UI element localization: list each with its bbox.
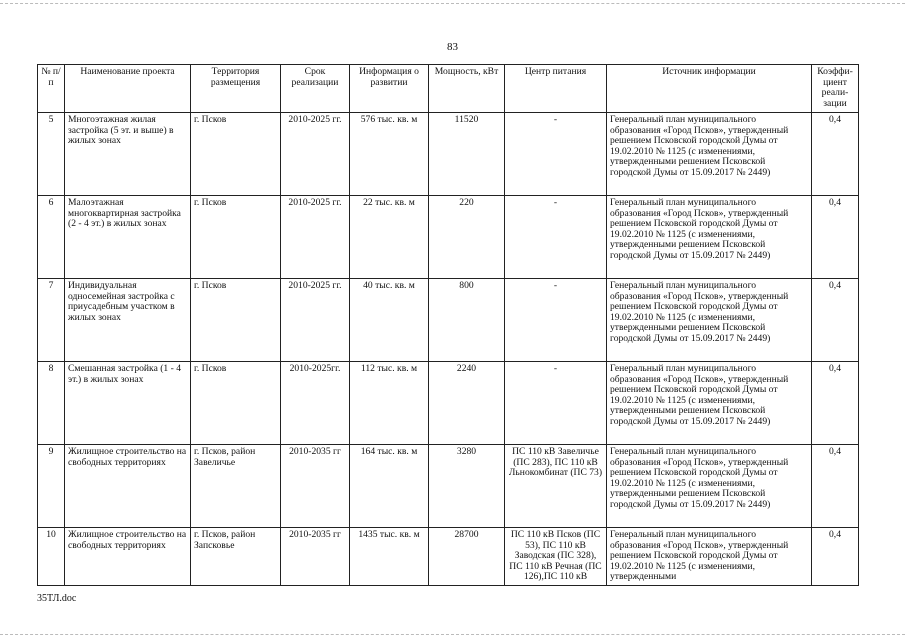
cell-power: 220 [429, 196, 505, 279]
cell-territory: г. Псков, район Завеличье [191, 445, 281, 528]
cell-info: 576 тыс. кв. м [350, 113, 429, 196]
cell-source: Генеральный план муниципального образования «Город Псков», утвержденный решением Псковской городской Думы от 19.02.2010 № 1125 (с изменениями, утвержденными решением Псковской городской Думы от 15.09.2017 № 2449) [607, 445, 812, 528]
cell-territory: г. Псков [191, 279, 281, 362]
bottom-scan-edge [0, 634, 905, 635]
cell-coef: 0,4 [812, 445, 859, 528]
cell-num: 10 [38, 528, 65, 586]
cell-source: Генеральный план муниципального образования «Город Псков», утвержденный решением Псковской городской Думы от 19.02.2010 № 1125 (с изменениями, утвержденными решением Псковской городской Думы от 15.09.2017 № 2449) [607, 113, 812, 196]
cell-info: 40 тыс. кв. м [350, 279, 429, 362]
cell-name: Смешанная застройка (1 - 4 эт.) в жилых зонах [65, 362, 191, 445]
cell-coef: 0,4 [812, 362, 859, 445]
table-row [38, 362, 859, 445]
cell-info: 22 тыс. кв. м [350, 196, 429, 279]
cell-center: - [505, 196, 607, 279]
cell-info: 164 тыс. кв. м [350, 445, 429, 528]
cell-name: Жилищное строительство на свободных территориях [65, 528, 191, 586]
cell-power: 11520 [429, 113, 505, 196]
cell-coef: 0,4 [812, 113, 859, 196]
table-header-row [38, 65, 859, 113]
cell-power: 2240 [429, 362, 505, 445]
cell-term: 2010-2025 гг. [281, 113, 350, 196]
cell-coef: 0,4 [812, 196, 859, 279]
cell-center: ПС 110 кВ Завеличье (ПС 283), ПС 110 кВ Льнокомбинат (ПС 73) [505, 445, 607, 528]
cell-term: 2010-2025 гг. [281, 196, 350, 279]
cell-term: 2010-2035 гг [281, 445, 350, 528]
header-power: Мощность, кВт [429, 65, 505, 113]
cell-territory: г. Псков [191, 196, 281, 279]
cell-name: Жилищное строительство на свободных территориях [65, 445, 191, 528]
table-row [38, 279, 859, 362]
page-number: 83 [447, 41, 458, 53]
projects-table [37, 64, 859, 586]
cell-num: 5 [38, 113, 65, 196]
cell-info: 112 тыс. кв. м [350, 362, 429, 445]
table-row [38, 113, 859, 196]
cell-center: - [505, 113, 607, 196]
cell-name: Многоэтажная жилая застройка (5 эт. и выше) в жилых зонах [65, 113, 191, 196]
cell-center: - [505, 279, 607, 362]
cell-coef: 0,4 [812, 528, 859, 586]
cell-center: - [505, 362, 607, 445]
cell-info: 1435 тыс. кв. м [350, 528, 429, 586]
cell-power: 3280 [429, 445, 505, 528]
cell-num: 8 [38, 362, 65, 445]
table-row [38, 445, 859, 528]
footer-filename: 35ТЛ.doc [37, 593, 77, 604]
cell-power: 800 [429, 279, 505, 362]
cell-num: 9 [38, 445, 65, 528]
header-info: Информация о развитии [350, 65, 429, 113]
cell-territory: г. Псков [191, 362, 281, 445]
cell-center: ПС 110 кВ Псков (ПС 53), ПС 110 кВ Заводская (ПС 328), ПС 110 кВ Речная (ПС 126),ПС 110 кВ [505, 528, 607, 586]
cell-name: Малоэтажная многоквартирная застройка (2 - 4 эт.) в жилых зонах [65, 196, 191, 279]
cell-term: 2010-2025гг. [281, 362, 350, 445]
header-coef: Коэффи-циент реали-зации [812, 65, 859, 113]
header-center: Центр питания [505, 65, 607, 113]
top-scan-edge [0, 3, 905, 4]
cell-source: Генеральный план муниципального образования «Город Псков», утвержденный решением Псковской городской Думы от 19.02.2010 № 1125 (с изменениями, утвержденными решением Псковской городской Думы от 15.09.2017 № 2449) [607, 196, 812, 279]
cell-num: 6 [38, 196, 65, 279]
header-territory: Территория размещения [191, 65, 281, 113]
table-row [38, 196, 859, 279]
header-num: № п/п [38, 65, 65, 113]
cell-source: Генеральный план муниципального образования «Город Псков», утвержденный решением Псковской городской Думы от 19.02.2010 № 1125 (с изменениями, утвержденными решением Псковской городской Думы от 15.09.2017 № 2449) [607, 362, 812, 445]
cell-term: 2010-2025 гг. [281, 279, 350, 362]
header-term: Срок реализации [281, 65, 350, 113]
header-name: Наименование проекта [65, 65, 191, 113]
header-source: Источник информации [607, 65, 812, 113]
cell-coef: 0,4 [812, 279, 859, 362]
cell-territory: г. Псков [191, 113, 281, 196]
cell-source: Генеральный план муниципального образования «Город Псков», утвержденный решением Псковской городской Думы от 19.02.2010 № 1125 (с изменениями, утвержденными [607, 528, 812, 586]
table-row [38, 528, 859, 586]
cell-source: Генеральный план муниципального образования «Город Псков», утвержденный решением Псковской городской Думы от 19.02.2010 № 1125 (с изменениями, утвержденными решением Псковской городской Думы от 15.09.2017 № 2449) [607, 279, 812, 362]
cell-name: Индивидуальная односемейная застройка с приусадебным участком в жилых зонах [65, 279, 191, 362]
cell-term: 2010-2035 гг [281, 528, 350, 586]
cell-territory: г. Псков, район Запсковье [191, 528, 281, 586]
cell-power: 28700 [429, 528, 505, 586]
cell-num: 7 [38, 279, 65, 362]
